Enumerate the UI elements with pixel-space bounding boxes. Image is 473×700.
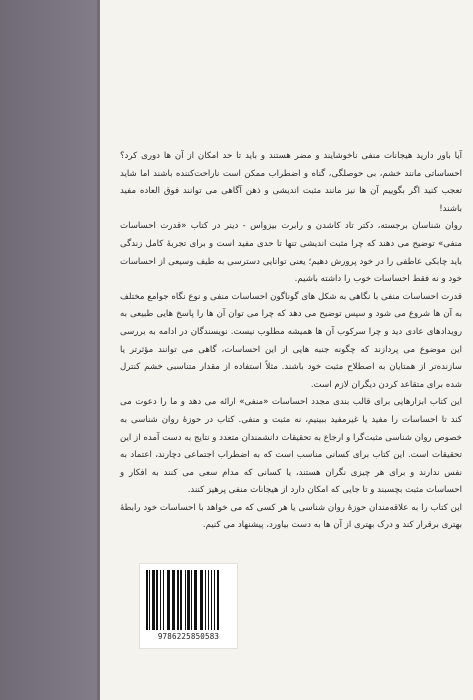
isbn-barcode — [139, 563, 238, 649]
barcode-bar — [219, 570, 221, 630]
blurb-paragraph-3: قدرت احساسات منفی با نگاهی به شکل های گوناگون احساسات منفی و نوع نگاه جوامع مختلف به آن ها شروع می شود و سپس توضیح می دهد که چرا می توان آن ها را پاسخ هایی طبیعی به رویدادهای عادی دید و چرا سرکوب آن ها همیشه مطلوب نیست. نویسندگان در ادامه به بررسی این موضوع می پردازند که چگونه جنبه هایی از این احساسات، گاهی می توانند مؤثرتر یا سازنده‌تر از همتایان به اصطلاح مثبت خود باشند. مثلاً استفاده از مقدار متناسبی خشم کنترل شده برای متقاعد کردن دیگران لازم است. — [120, 291, 462, 390]
blurb-text — [120, 148, 462, 535]
barcode-bars — [146, 570, 233, 630]
isbn-number: 9786225850583 — [157, 632, 220, 641]
blurb-paragraph-1: آیا باور دارید هیجانات منفی ناخوشایند و مضر هستند و باید تا حد امکان از آن ها دوری کرد؟ احساساتی مانند خشم، بی حوصلگی، گناه و اضطراب ممکن است ناراحت‌کننده باشند اما شاید تعجب کنید اگر بگوییم آن ها نیز مانند مثبت اندیشی و ذهن آگاهی می توانند فوق العاده مفید باشند! — [120, 151, 462, 214]
blurb-paragraph-4: این کتاب ابزارهایی برای قالب بندی مجدد احساسات «منفی» ارائه می دهد و ما را دعوت می کند تا احساسات را مفید یا غیرمفید ببینیم، نه مثبت و منفی. کتاب در حوزهٔ روان شناسی به خصوص روان شناسی مثبت‌گرا و ارجاع به تحقیقات دانشمندان متعدد و نتایج به دست آمده از این تحقیقات است. این کتاب برای کسانی مناسب است که به اضطراب اجتماعی دچارند، اعتماد به نفس ندارند و برای هر چیزی نگران هستند، یا کسانی که مدام سعی می کنند به افکار و احساسات مثبت بچسبند و تا جایی که امکان دارد از هیجانات منفی پرهیز کنند. — [120, 397, 462, 496]
blurb-paragraph-5: این کتاب را به علاقه‌مندان حوزهٔ روان شناسی یا هر کسی که می خواهد با احساسات خود رابطهٔ بهتری برقرار کند و درک بهتری از آن ها به دست بیاورد، پیشنهاد می کنیم. — [120, 502, 462, 531]
book-spine — [0, 0, 100, 700]
blurb-paragraph-2: روان شناسان برجسته، دکتر تاد کاشدن و رابرت بیزواس - دینر در کتاب «قدرت احساسات منفی» توضیح می دهند که چرا مثبت اندیشی تنها تا حدی مفید است و برای تجربهٔ کامل زندگی باید چابکی عاطفی را در خود پرورش دهیم؛ یعنی توانایی دسترسی به طیف وسیعی از احساسات خود و نه فقط احساسات خوب را داشته باشیم. — [120, 221, 462, 285]
